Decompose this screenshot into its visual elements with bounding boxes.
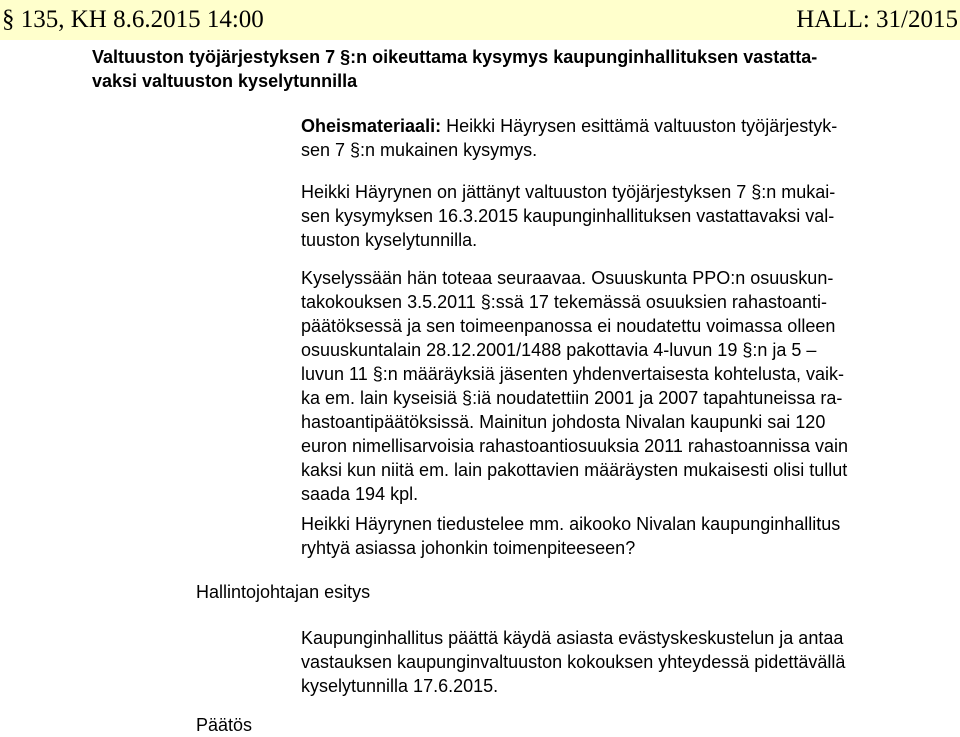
paragraph-line: Kyselyssään hän toteaa seuraavaa. Osuuskunta PPO:n osuuskun- <box>301 268 834 288</box>
document-title <box>92 45 912 93</box>
paragraph-line: Kaupunginhallitus päättä käydä asiasta evästyskeskustelun ja antaa <box>301 628 844 648</box>
paragraph-line: vastauksen kaupunginvaltuuston kokouksen yhteydessä pidettävällä <box>301 652 846 672</box>
paragraph-line: takokouksen 3.5.2011 §:ssä 17 tekemässä osuuksien rahastoanti- <box>301 292 827 312</box>
paragraph-line: ka em. lain kyseisiä §:iä noudatettiin 2001 ja 2007 tapahtuneissa ra- <box>301 388 843 408</box>
paragraph-line: sen kysymyksen 16.3.2015 kaupunginhallituksen vastattavaksi val- <box>301 206 835 226</box>
paragraph-inquiry <box>301 512 840 560</box>
paragraph-line: ryhtyä asiassa johonkin toimenpiteeseen? <box>301 538 636 558</box>
paragraph-line: Heikki Häyrynen on jättänyt valtuuston työjärjestyksen 7 §:n mukai- <box>301 182 836 202</box>
paragraph-line: kyselytunnilla 17.6.2015. <box>301 676 499 696</box>
attachment-line: sen 7 §:n mukainen kysymys. <box>301 140 538 160</box>
attachment-text: Heikki Häyrysen esittämä valtuuston työjärjestyk- <box>441 116 838 136</box>
attachment-label: Oheismateriaali: <box>301 116 442 136</box>
decision-label: Päätös <box>196 715 253 735</box>
paragraph-line: kaksi kun niitä em. lain pakottavien määräysten mukaisesti olisi tullut <box>301 460 848 480</box>
paragraph-question-content <box>301 266 848 506</box>
paragraph-line: osuuskuntalain 28.12.2001/1488 pakottavia 4-luvun 19 §:n ja 5 – <box>301 340 817 360</box>
document-header <box>0 0 960 40</box>
title-line: Valtuuston työjärjestyksen 7 §:n oikeuttama kysymys kaupunginhallituksen vastatta- <box>92 47 818 67</box>
paragraph-question-submitted <box>301 180 835 252</box>
paragraph-line: tuuston kyselytunnilla. <box>301 230 478 250</box>
meeting-reference: § 135, KH 8.6.2015 14:00 <box>2 6 264 33</box>
paragraph-line: Heikki Häyrynen tiedustelee mm. aikooko Nivalan kaupunginhallitus <box>301 514 841 534</box>
paragraph-line: saada 194 kpl. <box>301 484 419 504</box>
proposal-text <box>301 626 845 698</box>
case-number: HALL: 31/2015 <box>796 6 958 33</box>
paragraph-line: luvun 11 §:n määräyksiä jäsenten yhdenvertaisesta kohtelusta, vaik- <box>301 364 844 384</box>
attachment-line <box>301 114 837 138</box>
paragraph-line: euron nimellisarvoisia rahastoantiosuuksia 2011 rahastoannissa vain <box>301 436 848 456</box>
title-line: vaksi valtuuston kyselytunnilla <box>92 71 358 91</box>
paragraph-line: hastoantipäätöksissä. Mainitun johdosta Nivalan kaupunki sai 120 <box>301 412 826 432</box>
paragraph-line: päätöksessä ja sen toimeenpanossa ei noudatettu voimassa olleen <box>301 316 836 336</box>
attachment-note <box>301 114 837 162</box>
proposal-label: Hallintojohtajan esitys <box>196 582 371 602</box>
